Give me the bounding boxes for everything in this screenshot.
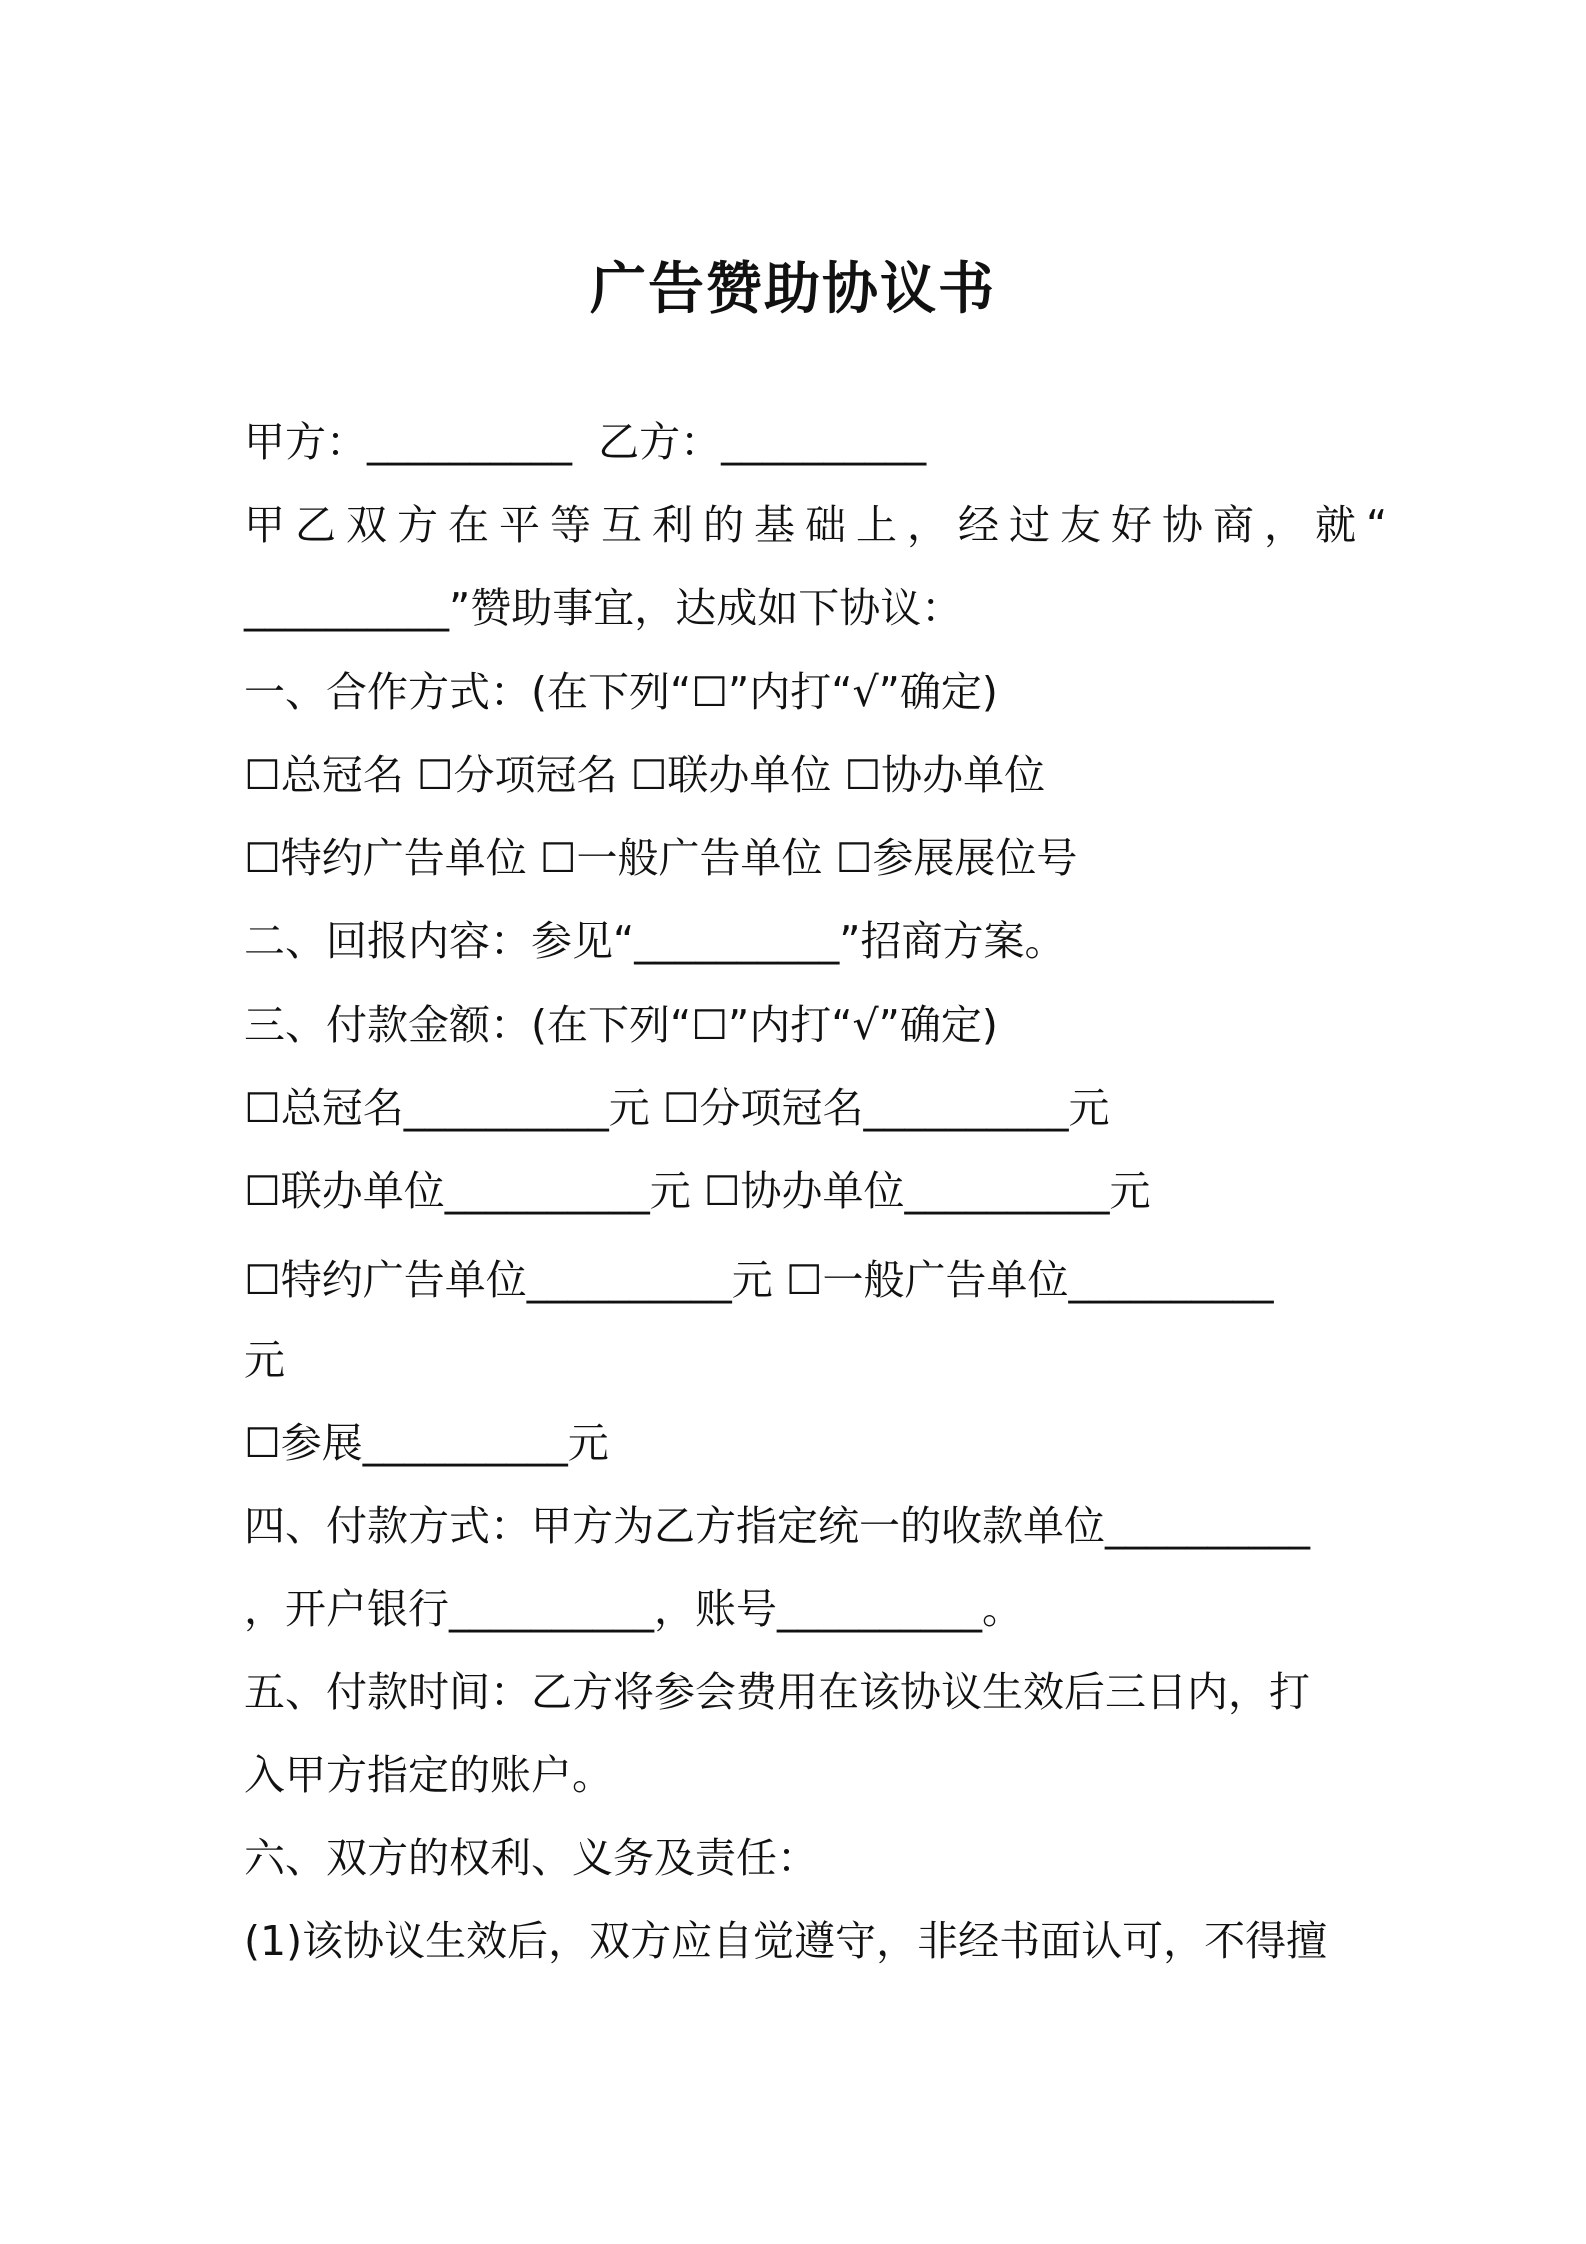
section-1-heading: 一、合作方式：(在下列“☐”内打“√”确定) bbox=[244, 668, 998, 716]
parties-line: 甲方：__________ 乙方：__________ bbox=[244, 418, 927, 466]
amount-line-3: ☐特约广告单位__________元 ☐一般广告单位__________ bbox=[244, 1256, 1274, 1304]
cooperation-options-1: ☐总冠名 ☐分项冠名 ☐联办单位 ☐协办单位 bbox=[244, 751, 1046, 799]
section-4-line-1: 四、付款方式：甲方为乙方指定统一的收款单位__________ bbox=[244, 1502, 1310, 1550]
amount-line-4: ☐参展__________元 bbox=[244, 1419, 609, 1467]
section-5-line-1: 五、付款时间：乙方将参会费用在该协议生效后三日内，打 bbox=[244, 1668, 1310, 1716]
section-6-item-1: (1)该协议生效后，双方应自觉遵守，非经书面认可，不得擅 bbox=[244, 1917, 1328, 1965]
intro-line-2: __________”赞助事宜，达成如下协议： bbox=[244, 584, 963, 632]
cooperation-options-2: ☐特约广告单位 ☐一般广告单位 ☐参展展位号 bbox=[244, 834, 1078, 882]
intro-line-1: 甲乙双方在平等互利的基础上，经过友好协商，就“ bbox=[244, 501, 1398, 549]
section-5-line-2: 入甲方指定的账户。 bbox=[244, 1751, 613, 1799]
document-title: 广告赞助协议书 bbox=[590, 257, 996, 322]
amount-line-2: ☐联办单位__________元 ☐协办单位__________元 bbox=[244, 1167, 1151, 1215]
amount-line-3-continued: 元 bbox=[244, 1336, 285, 1384]
section-4-line-2: ，开户银行__________，账号__________。 bbox=[244, 1585, 1023, 1633]
section-6-heading: 六、双方的权利、义务及责任： bbox=[244, 1834, 818, 1882]
section-3-heading: 三、付款金额：(在下列“☐”内打“√”确定) bbox=[244, 1001, 998, 1049]
section-2-line: 二、回报内容：参见“__________”招商方案。 bbox=[244, 917, 1066, 965]
amount-line-1: ☐总冠名__________元 ☐分项冠名__________元 bbox=[244, 1084, 1110, 1132]
